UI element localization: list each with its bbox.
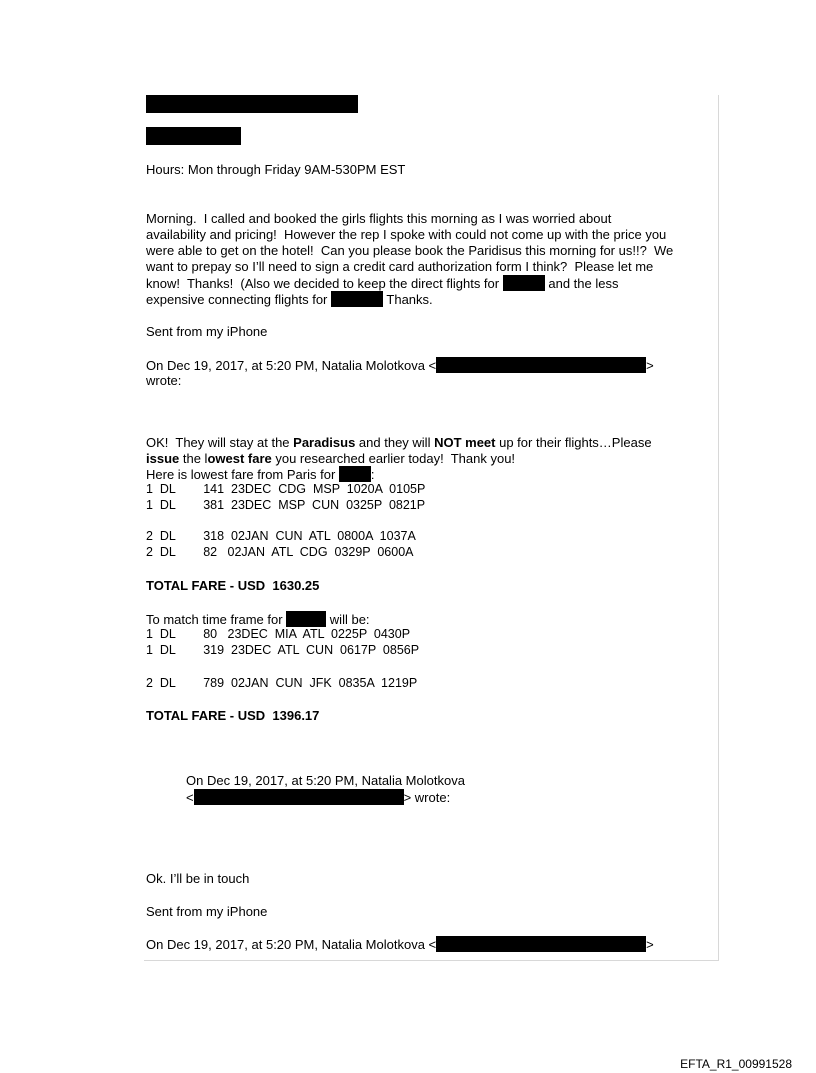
quote-text: > bbox=[646, 937, 654, 952]
reply-bold: issue bbox=[146, 451, 180, 466]
sent-from-text: Sent from my iPhone bbox=[146, 324, 268, 339]
flight-line: 2 DL 318 02JAN CUN ATL 0800A 1037A bbox=[146, 529, 416, 543]
reply-line bbox=[146, 435, 652, 450]
redacted-email bbox=[436, 357, 646, 373]
body-text: expensive connecting flights for bbox=[146, 292, 328, 307]
quote-text: > wrote: bbox=[403, 790, 451, 805]
flight-line: 1 DL 141 23DEC CDG MSP 1020A 0105P bbox=[146, 482, 426, 496]
body-line: were able to get on the hotel! Can you please book the Paridisus this morning for us!!? We bbox=[146, 243, 674, 258]
redacted-inline bbox=[339, 466, 371, 482]
reply-bold: owest fare bbox=[207, 451, 272, 466]
body-line: Morning. I called and booked the girls flights this morning as I was worried about bbox=[146, 211, 612, 226]
quote-header bbox=[146, 357, 654, 373]
quote-header bbox=[146, 936, 654, 952]
match-text: will be: bbox=[329, 612, 370, 627]
closing-text: Ok. I’ll be in touch bbox=[146, 871, 250, 886]
total-fare: TOTAL FARE - USD 1630.25 bbox=[146, 578, 320, 593]
quote-text: On Dec 19, 2017, at 5:20 PM, Natalia Molotkova < bbox=[146, 937, 437, 952]
quote-text: < bbox=[186, 790, 194, 805]
reply-text: Here is lowest fare from Paris for bbox=[146, 467, 336, 482]
flight-line: 1 DL 319 23DEC ATL CUN 0617P 0856P bbox=[146, 643, 420, 657]
reply-bold: Paradisus bbox=[293, 435, 356, 450]
body-line: availability and pricing! However the rep I spoke with could not come up with the price you bbox=[146, 227, 667, 242]
reply-text: the l bbox=[179, 451, 208, 466]
redacted-block bbox=[146, 95, 358, 113]
reply-text: you researched earlier today! Thank you! bbox=[271, 451, 516, 466]
quote-wrote: wrote: bbox=[146, 373, 182, 388]
quote-text: > bbox=[646, 358, 654, 373]
redacted-email bbox=[194, 789, 404, 805]
document-id: EFTA_R1_00991528 bbox=[680, 1057, 792, 1071]
body-text: and the less bbox=[548, 276, 619, 291]
reply-text: and they will bbox=[355, 435, 435, 450]
hours-text: Hours: Mon through Friday 9AM-530PM EST bbox=[146, 162, 406, 177]
redacted-inline bbox=[503, 275, 545, 291]
body-line: want to prepay so I’ll need to sign a credit card authorization form I think? Please let me bbox=[146, 259, 654, 274]
quote-header bbox=[186, 789, 450, 805]
sent-from-text: Sent from my iPhone bbox=[146, 904, 268, 919]
reply-text: up for their flights…Please bbox=[495, 435, 652, 450]
total-fare: TOTAL FARE - USD 1396.17 bbox=[146, 708, 320, 723]
quote-header: On Dec 19, 2017, at 5:20 PM, Natalia Molotkova bbox=[186, 773, 465, 788]
quote-text: On Dec 19, 2017, at 5:20 PM, Natalia Molotkova < bbox=[146, 358, 437, 373]
flight-line: 1 DL 381 23DEC MSP CUN 0325P 0821P bbox=[146, 498, 426, 512]
match-text: To match time frame for bbox=[146, 612, 283, 627]
match-line bbox=[146, 611, 370, 627]
redacted-email bbox=[436, 936, 646, 952]
flight-line: 2 DL 82 02JAN ATL CDG 0329P 0600A bbox=[146, 545, 414, 559]
reply-line bbox=[146, 451, 515, 466]
body-text: Thanks. bbox=[386, 292, 433, 307]
reply-line bbox=[146, 466, 375, 482]
body-line bbox=[146, 291, 433, 307]
flight-line: 2 DL 789 02JAN CUN JFK 0835A 1219P bbox=[146, 676, 418, 690]
body-line bbox=[146, 275, 618, 291]
body-text: know! Thanks! (Also we decided to keep the direct flights for bbox=[146, 276, 500, 291]
reply-bold: NOT meet bbox=[434, 435, 496, 450]
reply-text: OK! They will stay at the bbox=[146, 435, 294, 450]
reply-text: : bbox=[370, 467, 375, 482]
redacted-inline bbox=[331, 291, 383, 307]
redacted-inline bbox=[286, 611, 326, 627]
flight-line: 1 DL 80 23DEC MIA ATL 0225P 0430P bbox=[146, 627, 411, 641]
redacted-block bbox=[146, 127, 241, 145]
